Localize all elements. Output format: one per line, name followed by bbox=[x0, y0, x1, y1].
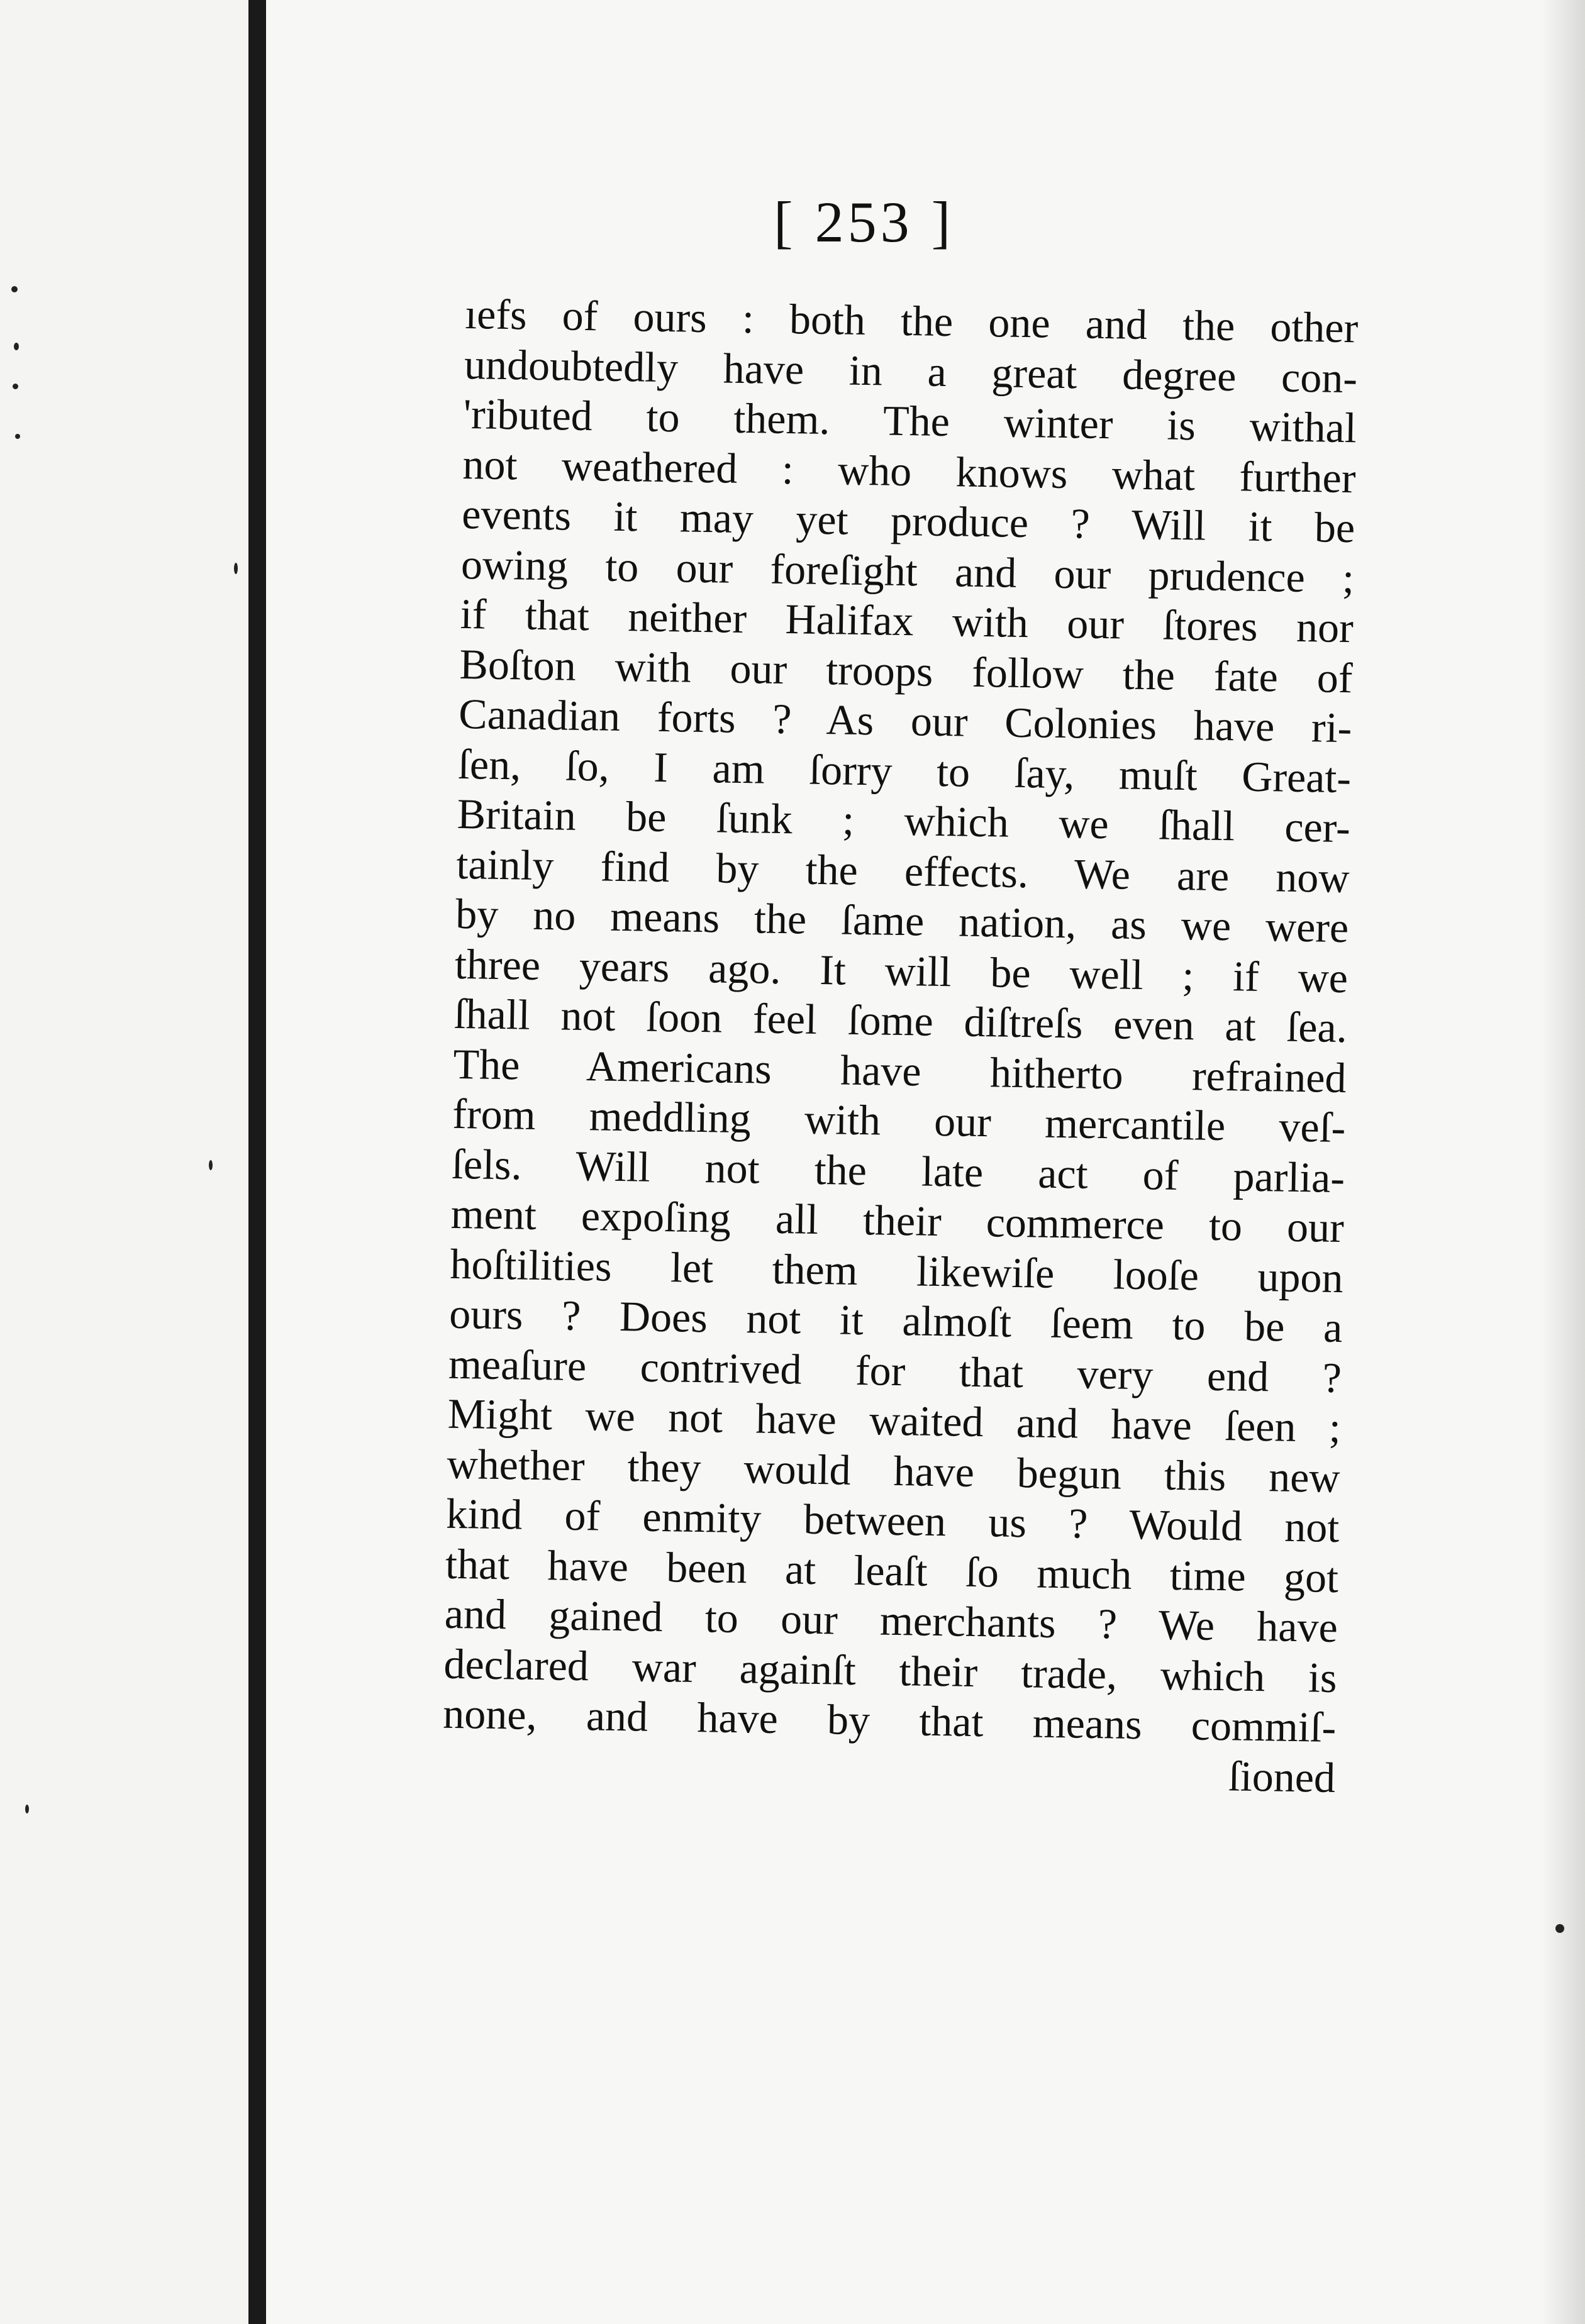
text-line: ſels. Will not the late act of parlia- bbox=[451, 1139, 1345, 1202]
text-line: that have been at leaſt ſo much time got bbox=[445, 1539, 1339, 1602]
page-gutter bbox=[248, 0, 266, 2324]
catchword: ſioned bbox=[1228, 1751, 1336, 1801]
text-line: three years ago. It will be well ; if we bbox=[454, 939, 1349, 1002]
text-line: ment expoſing all their commerce to our bbox=[450, 1189, 1345, 1252]
text-line: Boſton with our troops follow the fate of bbox=[459, 639, 1354, 702]
text-line: whether they would have begun this new bbox=[447, 1439, 1341, 1502]
ink-speck bbox=[234, 563, 238, 574]
ink-speck bbox=[13, 384, 18, 389]
ink-speck bbox=[25, 1805, 29, 1813]
page-number: [ 253 ] bbox=[774, 190, 955, 254]
text-line: by no means the ſame nation, as we were bbox=[455, 889, 1349, 952]
text-line: declared war againſt their trade, which is bbox=[443, 1639, 1338, 1702]
page-edge-shadow bbox=[1541, 0, 1585, 2324]
text-line: Canadian forts ? As our Colonies have ri- bbox=[458, 689, 1352, 752]
text-line: ours ? Does not it almoſt ſeem to be a bbox=[448, 1289, 1343, 1352]
left-page-edge bbox=[0, 0, 248, 2324]
ink-speck bbox=[1555, 1924, 1564, 1933]
text-line: meaſure contrived for that very end ? bbox=[448, 1339, 1342, 1402]
text-line: Britain be ſunk ; which we ſhall cer- bbox=[457, 789, 1351, 852]
ink-speck bbox=[15, 434, 20, 439]
body-text bbox=[442, 289, 1359, 1803]
text-line: from meddling with our mercantile veſ- bbox=[452, 1089, 1346, 1152]
text-line: not weathered : who knows what further bbox=[462, 440, 1357, 502]
text-line: if that neither Halifax with our ſtores nor bbox=[460, 589, 1354, 652]
ink-speck bbox=[209, 1160, 213, 1170]
text-line: events it may yet produce ? Will it be bbox=[461, 489, 1355, 552]
text-line: none, and have by that means commiſ- bbox=[442, 1689, 1337, 1752]
text-line: kind of enmity between us ? Would not bbox=[445, 1489, 1340, 1552]
text-line: undoubtedly have in a great degree con- bbox=[464, 340, 1358, 402]
ink-speck bbox=[11, 286, 18, 292]
text-line: tainly find by the effects. We are now bbox=[456, 839, 1350, 902]
text-line: ſhall not ſoon feel ſome diſtreſs even at ſea. bbox=[453, 989, 1348, 1052]
text-line: The Americans have hitherto refrained bbox=[453, 1039, 1347, 1102]
text-line: ıefs of ours : both the one and the other bbox=[464, 289, 1359, 352]
text-line: 'ributed to them. The winter is withal bbox=[463, 389, 1357, 452]
text-line: hoſtilities let them likewiſe looſe upon bbox=[450, 1239, 1344, 1302]
text-line: Might we not have waited and have ſeen ; bbox=[447, 1389, 1342, 1452]
text-line: owing to our foreſight and our prudence ; bbox=[460, 540, 1355, 602]
text-line: and gained to our merchants ? We have bbox=[444, 1589, 1338, 1652]
ink-speck bbox=[14, 343, 19, 350]
text-line: ſen, ſo, I am ſorry to ſay, muſt Great- bbox=[457, 739, 1352, 802]
